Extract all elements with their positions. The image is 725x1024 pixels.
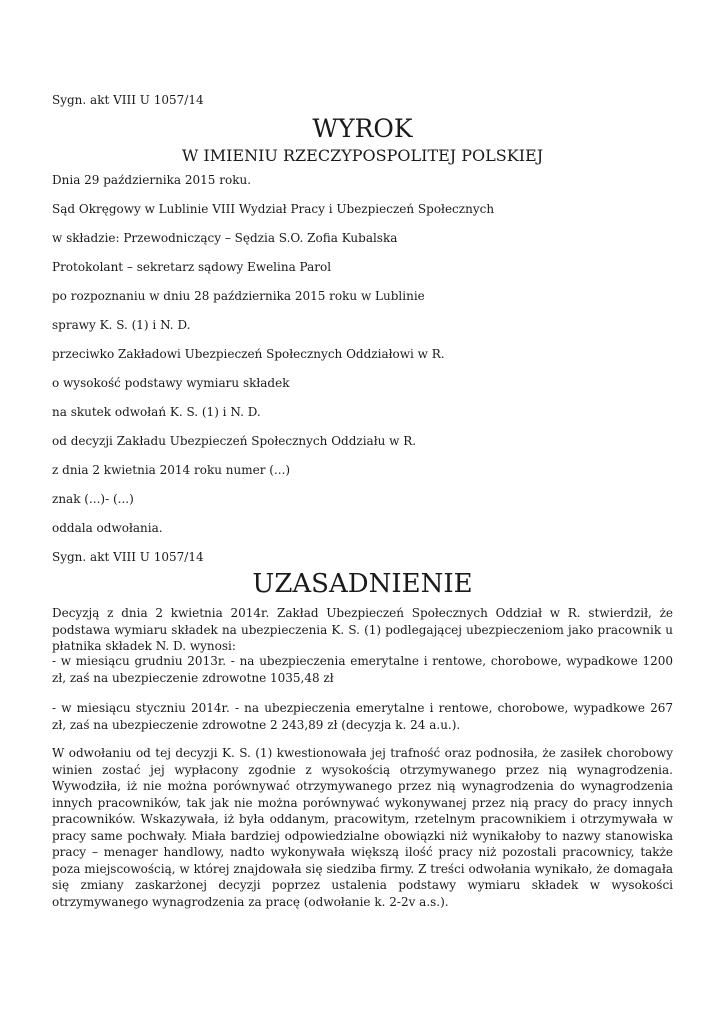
document-page: [52, 0, 673, 1024]
justification-paragraph: - w miesiącu styczniu 2014r. - na ubezpieczenia emerytalne i rentowe, chorobowe, wypadkowe 267 zł, zaś na ubezpieczenie zdrowotne 2 243,89 zł (decyzja k. 24 a.u.).: [52, 701, 673, 732]
decision-date-number: z dnia 2 kwietnia 2014 roku numer (...): [52, 463, 291, 477]
judgment-date: Dnia 29 października 2015 roku.: [52, 173, 252, 187]
court-clerk: Protokolant – sekretarz sądowy Ewelina Parol: [52, 260, 332, 274]
court-name: Sąd Okręgowy w Lublinie VIII Wydział Pracy i Ubezpieczeń Społecznych: [52, 202, 495, 216]
justification-paragraph: W odwołaniu od tej decyzji K. S. (1) kwestionowała jej trafność oraz podnosiła, że zasiłek chorobowy winien zostać jej wypłacony zgodnie z wysokością otrzymywanego przez nią wynagrodzenia. Wywodziła, iż nie można porównywać otrzymywanego przez nią wynagrodzenia do wynagrodzenia innych pracowników, tak jak nie można porównywać wykonywanej przez nią pracy do pracy innych pracowników. Wskazywała, iż była oddanym, pracowitym, rzetelnym pracownikiem i otrzymywała w pracy same pochwały. Miała bardziej odpowiedzialne obowiązki niż wynikałoby to nazwy stanowiska pracy – menager handlowy, nadto wykonywała większą ilość pracy niż pozostali pracownicy, także poza miejscowością, w której znajdowała się siedziba firmy. Z treści odwołania wynikało, że domagała się zmiany zaskarżonej decyzji poprzez ustalenia podstawy wymiaru składek w wysokości otrzymywanego wynagrodzenia za pracę (odwołanie k. 2-2v a.s.).: [52, 746, 673, 909]
case-opponent: przeciwko Zakładowi Ubezpieczeń Społecznych Oddziałowi w R.: [52, 347, 445, 361]
judgment-title: WYROK: [312, 114, 413, 143]
decision-reference: znak (...)- (...): [52, 492, 134, 506]
case-number-top: Sygn. akt VIII U 1057/14: [52, 93, 204, 107]
verdict: oddala odwołania.: [52, 521, 163, 535]
judgment-subtitle: W IMIENIU RZECZYPOSPOLITEJ POLSKIEJ: [181, 146, 544, 165]
case-parties: sprawy K. S. (1) i N. D.: [52, 318, 191, 332]
justification-title: UZASADNIENIE: [252, 569, 473, 599]
justification-paragraph: - w miesiącu grudniu 2013r. - na ubezpieczenia emerytalne i rentowe, chorobowe, wypadkowe 1200 zł, zaś na ubezpieczenie zdrowotne 1035,48 zł: [52, 654, 673, 685]
appeal-basis: na skutek odwołań K. S. (1) i N. D.: [52, 405, 261, 419]
hearing-info: po rozpoznaniu w dniu 28 października 2015 roku w Lublinie: [52, 289, 425, 303]
case-subject: o wysokość podstawy wymiaru składek: [52, 376, 290, 390]
case-number-bottom: Sygn. akt VIII U 1057/14: [52, 550, 204, 564]
justification-paragraph: Decyzją z dnia 2 kwietnia 2014r. Zakład Ubezpieczeń Społecznych Oddział w R. stwierdził, że podstawa wymiaru składek na ubezpieczenia K. S. (1) podlegającej ubezpieczeniom jako pracownik u płatnika składek N. D. wynosi:: [52, 606, 673, 653]
appealed-decision: od decyzji Zakładu Ubezpieczeń Społecznych Oddziału w R.: [52, 434, 417, 448]
court-composition: w składzie: Przewodniczący – Sędzia S.O. Zofia Kubalska: [52, 231, 398, 245]
